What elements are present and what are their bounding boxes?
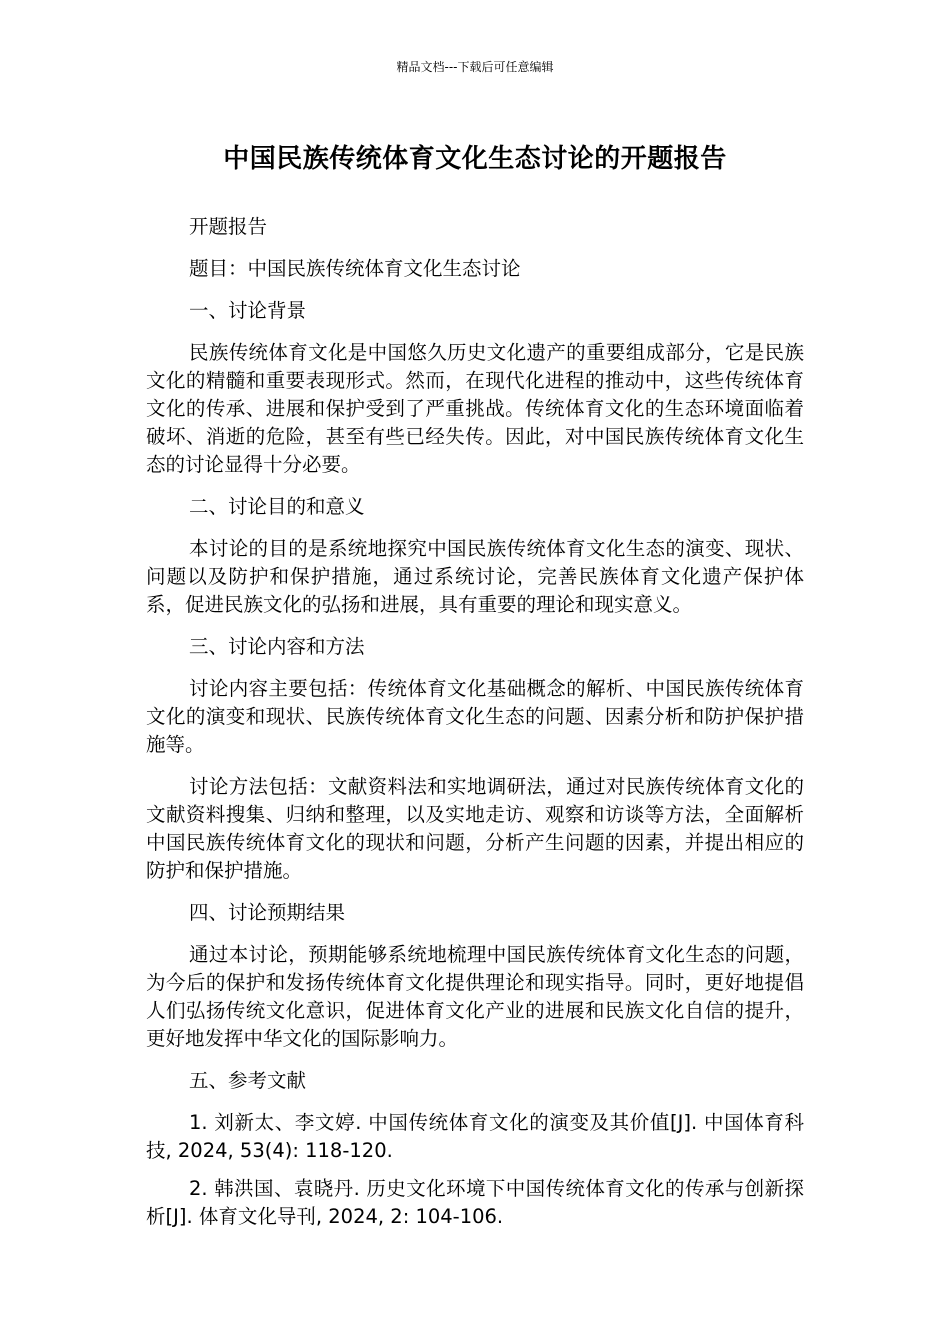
paragraph-content: 讨论内容主要包括：传统体育文化基础概念的解析、中国民族传统体育文化的演变和现状、民族传统体育文化生态的问题、因素分析和防护保护措施等。 [146,677,804,756]
topic-line: 题目：中国民族传统体育文化生态讨论 [189,257,521,280]
heading-purpose: 二、讨论目的和意义 [189,495,365,518]
document-body [146,213,804,1241]
section-label-proposal: 开题报告 [189,215,268,238]
paragraph-expected-results: 通过本讨论，预期能够系统地梳理中国民族传统体育文化生态的问题，为今后的保护和发扬传统体育文化提供理论和现实指导。同时，更好地提倡人们弘扬传统文化意识，促进体育文化产业的进展和民族文化自信的提升，更好地发挥中华文化的国际影响力。 [146,943,804,1050]
reference-item: 2. 韩洪国、袁晓丹. 历史文化环境下中国传统体育文化的传承与创新探析[J]. 体育文化导刊, 2024, 2: 104-106. [146,1177,804,1228]
heading-content-methods: 三、讨论内容和方法 [189,635,365,658]
heading-background: 一、讨论背景 [189,299,307,322]
paragraph-purpose: 本讨论的目的是系统地探究中国民族传统体育文化生态的演变、现状、问题以及防护和保护措施，通过系统讨论，完善民族体育文化遗产保护体系，促进民族文化的弘扬和进展，具有重要的理论和现实意义。 [146,537,804,616]
paragraph-methods: 讨论方法包括：文献资料法和实地调研法，通过对民族传统体育文化的文献资料搜集、归纳和整理，以及实地走访、观察和访谈等方法，全面解析中国民族传统体育文化的现状和问题，分析产生问题的因素，并提出相应的防护和保护措施。 [146,775,804,882]
document-title: 中国民族传统体育文化生态讨论的开题报告 [223,144,727,174]
heading-expected-results: 四、讨论预期结果 [189,901,346,924]
page-header-watermark: 精品文档---下载后可任意编辑 [396,60,554,74]
paragraph-background: 民族传统体育文化是中国悠久历史文化遗产的重要组成部分，它是民族文化的精髓和重要表现形式。然而，在现代化进程的推动中，这些传统体育文化的传承、进展和保护受到了严重挑战。传统体育文化的生态环境面临着破坏、消逝的危险，甚至有些已经失传。因此，对中国民族传统体育文化生态的讨论显得十分必要。 [146,341,804,476]
heading-references: 五、参考文献 [189,1069,307,1092]
reference-item: 1. 刘新太、李文婷. 中国传统体育文化的演变及其价值[J]. 中国体育科技, 2024, 53(4): 118-120. [146,1111,804,1162]
